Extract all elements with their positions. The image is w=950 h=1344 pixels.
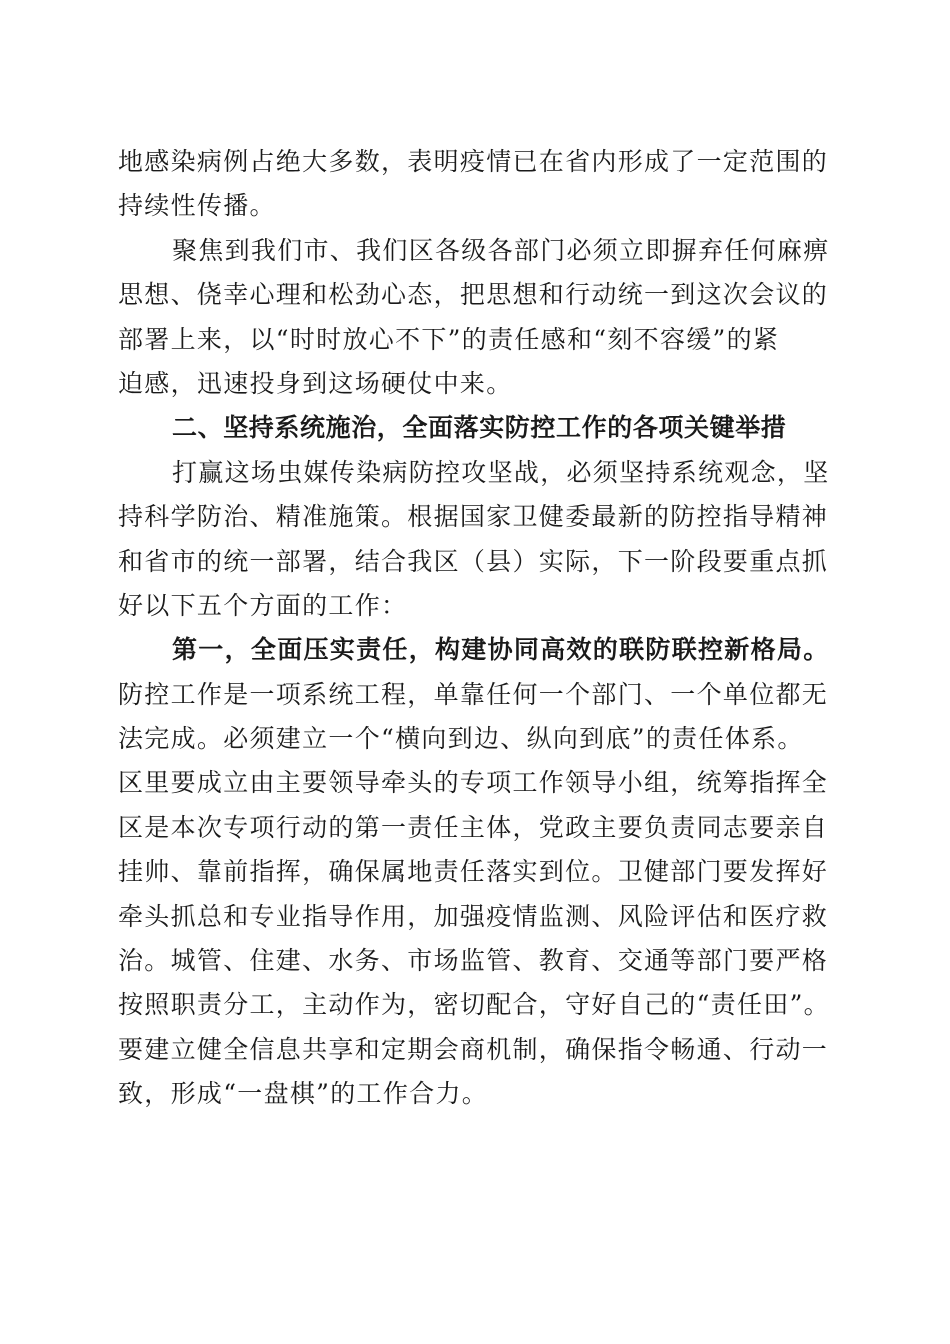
text-line: 要建立健全信息共享和定期会商机制，确保指令畅通、行动一 (118, 1034, 829, 1064)
text-line: 迫感，迅速投身到这场硬仗中来。 (118, 368, 513, 398)
subsection-heading: 第一，全面压实责任，构建协同高效的联防联控新格局。 (172, 635, 830, 665)
text-line: 区里要成立由主要领导牵头的专项工作领导小组，统筹指挥全 (118, 768, 829, 798)
text-line: 部署上来，以“时时放心不下”的责任感和“刻不容缓”的紧 (118, 324, 780, 354)
text-line: 持续性传播。 (118, 191, 276, 221)
text-line: 思想、侥幸心理和松劲心态，把思想和行动统一到这次会议的 (118, 280, 829, 310)
text-line: 按照职责分工，主动作为，密切配合，守好自己的“责任田”。 (118, 990, 830, 1020)
text-line: 挂帅、靠前指挥，确保属地责任落实到位。卫健部门要发挥好 (118, 857, 829, 887)
text-line: 区是本次专项行动的第一责任主体，党政主要负责同志要亲自 (118, 812, 829, 842)
body-text (118, 140, 830, 1117)
text-line: 法完成。必须建立一个“横向到边、纵向到底”的责任体系。 (118, 724, 804, 754)
paragraph-start: 聚焦到我们市、我们区各级各部门必须立即摒弃任何麻痹 (172, 235, 830, 265)
text-line: 牵头抓总和专业指导作用，加强疫情监测、风险评估和医疗救 (118, 901, 829, 931)
text-line: 治。城管、住建、水务、市场监管、教育、交通等部门要严格 (118, 946, 829, 976)
section-heading: 二、坚持系统施治，全面落实防控工作的各项关键举措 (172, 413, 787, 443)
text-line: 和省市的统一部署，结合我区（县）实际，下一阶段要重点抓 (118, 546, 829, 576)
paragraph-start: 打赢这场虫媒传染病防控攻坚战，必须坚持系统观念，坚 (172, 457, 830, 487)
text-line: 防控工作是一项系统工程，单靠任何一个部门、一个单位都无 (118, 679, 829, 709)
text-line: 致，形成“一盘棋”的工作合力。 (118, 1079, 489, 1109)
text-line: 地感染病例占绝大多数，表明疫情已在省内形成了一定范围的 (118, 147, 829, 176)
text-line: 持科学防治、精准施策。根据国家卫健委最新的防控指导精神 (118, 502, 829, 532)
text-line: 好以下五个方面的工作： (118, 590, 408, 620)
